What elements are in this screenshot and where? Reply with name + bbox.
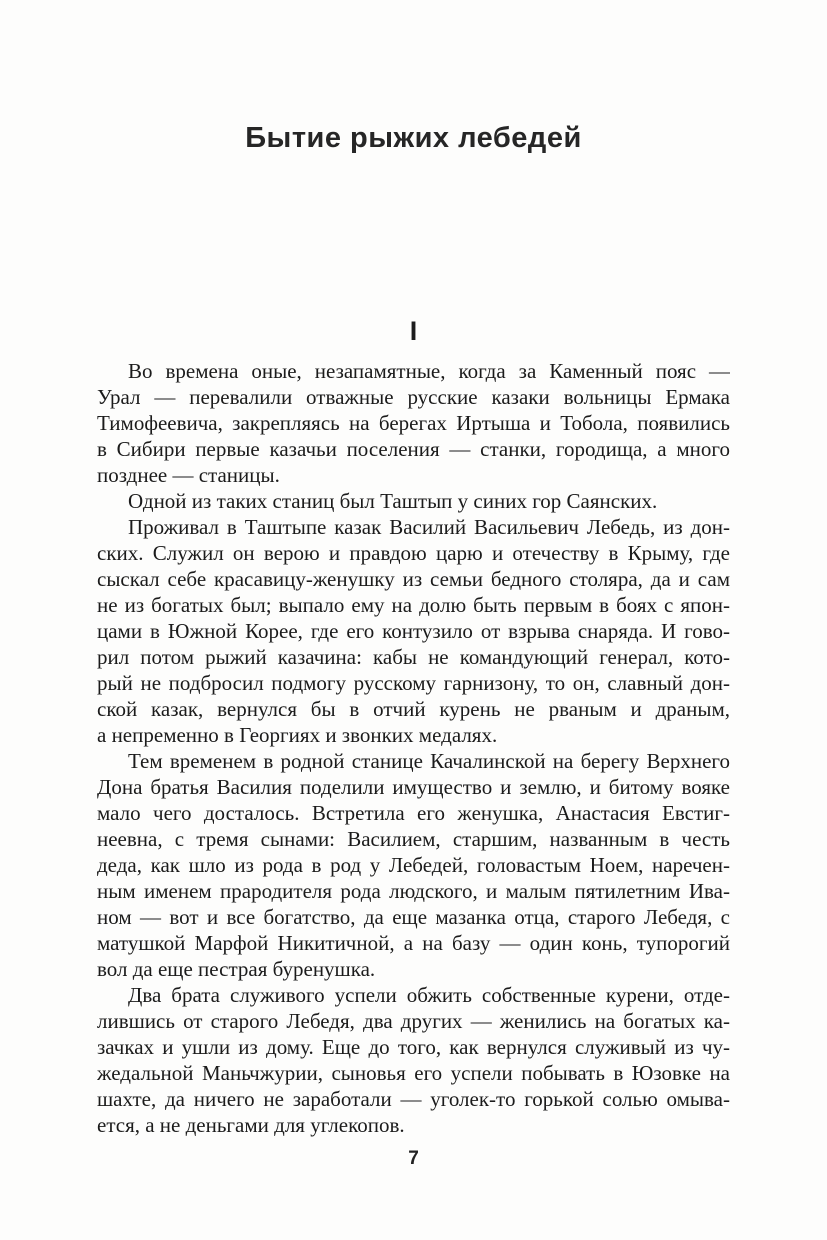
- text-line: Тем временем в родной станице Качалинской на берегу Верхнего: [128, 749, 730, 773]
- text-line: Во времена оные, незапамятные, когда за Каменный пояс —: [128, 359, 730, 383]
- text-line: ской казак, вернулся бы в отчий курень не рваным и драным,: [97, 697, 730, 721]
- text-line: сыскал себе красавицу-женушку из семьи бедного столяра, да и сам: [97, 567, 730, 591]
- page-title: Бытие рыжих лебедей: [245, 122, 582, 154]
- text-line: ских. Служил он верою и правдою царю и отечеству в Крыму, где: [97, 541, 730, 565]
- text-line: неевна, с тремя сынами: Василием, старшим, названным в честь: [97, 827, 730, 851]
- text-line: деда, как шло из рода в род у Лебедей, головастым Ноем, наречен-: [97, 853, 730, 877]
- text-line: шахте, да ничего не заработали — уголек-то горькой солью омыва-: [97, 1087, 730, 1111]
- text-line: позднее — станицы.: [97, 463, 280, 487]
- paragraph: [97, 748, 730, 982]
- text-line: рил потом рыжий казачина: кабы не командующий генерал, кото-: [97, 645, 730, 669]
- text-line: ным именем прародителя рода людского, и малым пятилетним Ива-: [97, 879, 730, 903]
- text-line: зачках и ушли из дому. Еще до того, как вернулся служивый из чу-: [97, 1035, 730, 1059]
- text-line: рый не подбросил подмогу русскому гарнизону, то он, славный дон-: [97, 671, 730, 695]
- text-line: цами в Южной Корее, где его контузило от взрыва снаряда. И гово-: [97, 619, 730, 643]
- text-line: ном — вот и все богатство, да еще мазанка отца, старого Лебедя, с: [97, 905, 730, 929]
- text-line: матушкой Марфой Никитичной, а на базу — один конь, тупорогий: [97, 931, 730, 955]
- paragraph: [97, 358, 730, 488]
- text-line: жедальной Маньчжурии, сыновья его успели побывать в Юзовке на: [97, 1061, 730, 1085]
- text-line: Проживал в Таштыпе казак Василий Васильевич Лебедь, из дон-: [128, 515, 730, 539]
- page-number: 7: [408, 1148, 419, 1169]
- text-line: вол да еще пестрая буренушка.: [97, 957, 376, 981]
- text-line: Одной из таких станиц был Таштып у синих гор Саянских.: [128, 489, 658, 513]
- text-line: а непременно в Георгиях и звонких медалях.: [97, 723, 498, 747]
- text-line: Дона братья Василия поделили имущество и землю, и битому вояке: [97, 775, 730, 799]
- paragraph: [97, 488, 730, 514]
- chapter-marker: I: [409, 316, 418, 346]
- text-line: ется, а не деньгами для углекопов.: [97, 1113, 405, 1137]
- text-line: лившись от старого Лебедя, два других — женились на богатых ка-: [97, 1009, 730, 1033]
- text-line: Тимофеевича, закрепляясь на берегах Иртыша и Тобола, появились: [97, 411, 730, 435]
- text-line: Два брата служивого успели обжить собственные курени, отде-: [128, 983, 730, 1007]
- text-line: Урал — перевалили отважные русские казаки вольницы Ермака: [97, 385, 730, 409]
- text-line: в Сибири первые казачьи поселения — станки, городища, а много: [97, 437, 730, 461]
- paragraph: [97, 514, 730, 748]
- paragraph: [97, 982, 730, 1138]
- text-line: мало чего досталось. Встретила его женушка, Анастасия Евстиг-: [97, 801, 730, 825]
- body-text: [97, 358, 730, 1138]
- text-line: не из богатых был; выпало ему на долю быть первым в боях с япон-: [97, 593, 730, 617]
